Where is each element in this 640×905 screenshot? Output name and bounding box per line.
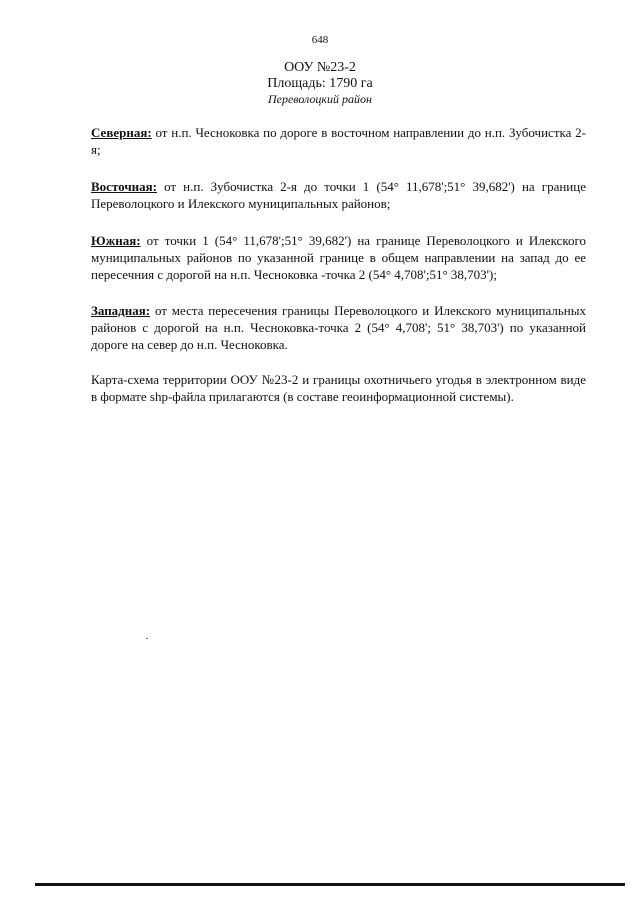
boundary-description [91,124,586,405]
north-border-label: Северная: [91,125,152,140]
page-number: 648 [311,34,329,46]
north-border-paragraph [91,124,586,158]
south-border-label: Южная: [91,233,141,248]
map-note-paragraph: Карта-схема территории ООУ №23-2 и границы охотничьего угодья в электронном виде в формате shp-файла прилагаются (в составе геоинформационной системы). [91,372,586,404]
east-border-paragraph [91,178,586,212]
west-border-paragraph [91,302,586,353]
scan-speck [146,638,148,639]
east-border-text: от н.п. Зубочистка 2-я до точки 1 (54° 11,678';51° 39,682') на границе Переволоцкого и Илекского муниципальных районов; [91,179,586,211]
document-header [0,60,640,107]
west-border-label: Западная: [91,303,151,318]
east-border-label: Восточная: [91,179,158,194]
hunting-area-title: ООУ №23-2 [284,60,356,75]
bottom-rule [35,883,625,886]
west-border-text: от места пересечения границы Переволоцкого и Илекского муниципальных районов с дорогой на н.п. Чесноковка-точка 2 (54° 4,708'; 51° 38,703') по указанной дороге на север до н.п. Чесноковка. [91,303,586,352]
north-border-text: от н.п. Чесноковка по дороге в восточном направлении до н.п. Зубочистка 2-я; [91,125,586,157]
area-size: Площадь: 1790 га [267,76,373,91]
south-border-paragraph [91,232,586,283]
south-border-text: от точки 1 (54° 11,678';51° 39,682') на границе Переволоцкого и Илекского муниципальных районов по указанной границе в общем направлении на запад до ее пересечния с дорогой на н.п. Чесноковка -точка 2 (54° 4,708';51° 38,703'); [91,233,586,282]
district-name: Переволоцкий район [267,92,372,106]
